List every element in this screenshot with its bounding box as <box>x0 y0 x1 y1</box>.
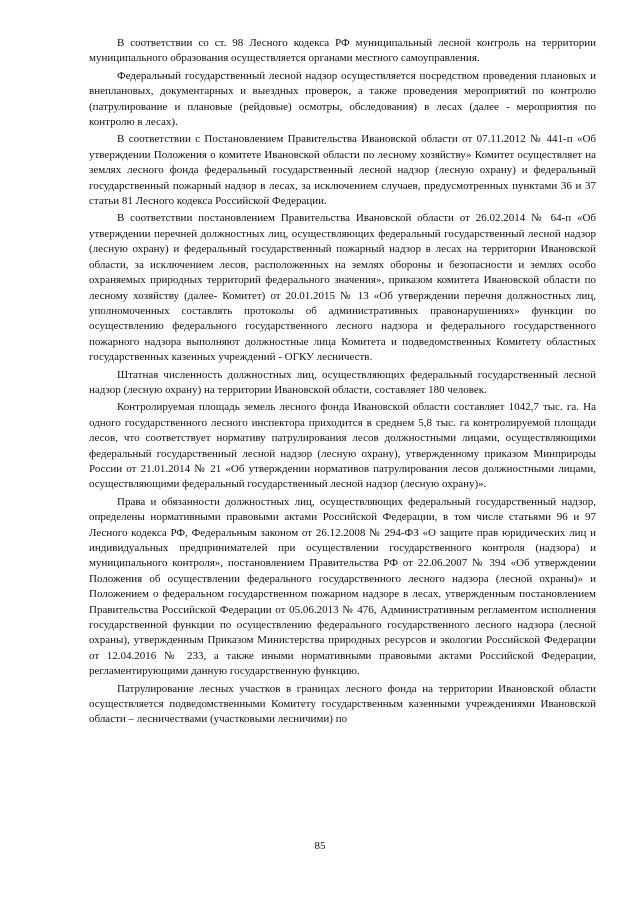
paragraph-forest-control: В соответствии со ст. 98 Лесного кодекса РФ муниципальный лесной контроль на территории муниципального образования осуществляется органами местного самоуправления. <box>89 37 596 65</box>
paragraph-staff-count: Штатная численность должностных лиц, осуществляющих федеральный государственный лесной надзор (лесную охрану) на территории Ивановской области, составляет 180 человек. <box>89 368 596 396</box>
paragraph-federal-supervision: Федеральный государственный лесной надзор осуществляется посредством проведения плановых и внеплановых, документарных и выездных проверок, а также проведения мероприятий по контролю (патрулирование и плановые (рейдовые) осмотры, обследования) в лесах (далее - мероприятия по контролю в лесах). <box>89 69 596 129</box>
body-text <box>89 36 596 730</box>
paragraph-rights-duties: Права и обязанности должностных лиц, осуществляющих федеральный государственный надзор, определены нормативными правовыми актами Российской Федерации, в том числе статьями 96 и 97 Лесного кодекса РФ, Федеральным законом от 26.12.2008 № 294-ФЗ «О защите прав юридических лиц и индивидуальных предпринимателей при осуществлении государственного контроля (надзора) и муниципального контроля», постановлением Правительства РФ от 22.06.2007 № 394 «Об утверждении Положения об осуществлении федерального государственного лесного надзора (лесной охраны)» и Положением о федеральном государственном пожарном надзоре в лесах, утвержденным постановлением Правительства Российской Федерации от 05.06.2013 № 476, Административным регламентом исполнения государственной функции по осуществлению федерального государственного лесного надзора (лесной охраны), утвержденным Приказом Министерства природных ресурсов и экологии Российской Федерации от 12.04.2016 № 233, а также иными нормативными правовыми актами Российской Федерации, регламентирующими данную государственную функцию. <box>89 495 596 678</box>
paragraph-officials-list: В соответствии постановлением Правительства Ивановской области от 26.02.2014 № 64-п «Об утверждении перечней должностных лиц, осуществляющих федеральный государственный лесной надзор (лесную охрану) и федеральный государственный пожарный надзор в лесах на территории Ивановской области, за исключением лесов, расположенных на землях обороны и безопасности и землях особо охраняемых природных территорий федерального значения», приказом комитета Ивановской области по лесному хозяйству (далее- Комитет) от 20.01.2015 № 13 «Об утверждении перечня должностных лиц, уполномоченных составлять протоколы об административных правонарушениях» функции по осуществлению федерального государственного лесного надзора и федерального государственного пожарного надзора выполняют должностные лица Комитета и подведомственных Комитету областных государственных казенных учреждений - ОГКУ лесничеств. <box>89 212 596 364</box>
paragraph-controlled-area: Контролируемая площадь земель лесного фонда Ивановской области составляет 1042,7 тыс. га. На одного государственного лесного инспектора приходится в среднем 5,8 тыс. га контролируемой площади лесов, что соответствует нормативу патрулирования лесов должностными лицами, осуществляющими федеральный государственный лесной надзор (лесную охрану), утвержденному приказом Минприроды России от 21.01.2014 № 21 «Об утверждении нормативов патрулирования лесов должностными лицами, осуществляющими федеральный государственный лесной надзор (лесную охрану)». <box>89 401 596 491</box>
paragraph-committee-regulation: В соответствии с Постановлением Правительства Ивановской области от 07.11.2012 № 441-п «Об утверждении Положения о комитете Ивановской области по лесному хозяйству» Комитет осуществляет на землях лесного фонда федеральный государственный лесной надзор (лесную охрану) и федеральный государственный пожарный надзор в лесах, за исключением случаев, предусмотренных пунктами 36 и 37 статьи 81 Лесного кодекса Российской Федерации. <box>89 133 596 208</box>
paragraph-patrolling: Патрулирование лесных участков в границах лесного фонда на территории Ивановской области осуществляется подведомственными Комитету государственным казенными учреждениями Ивановской области – лесничествами (участковыми лесничими) по <box>89 682 596 726</box>
page-number: 85 <box>314 840 326 852</box>
